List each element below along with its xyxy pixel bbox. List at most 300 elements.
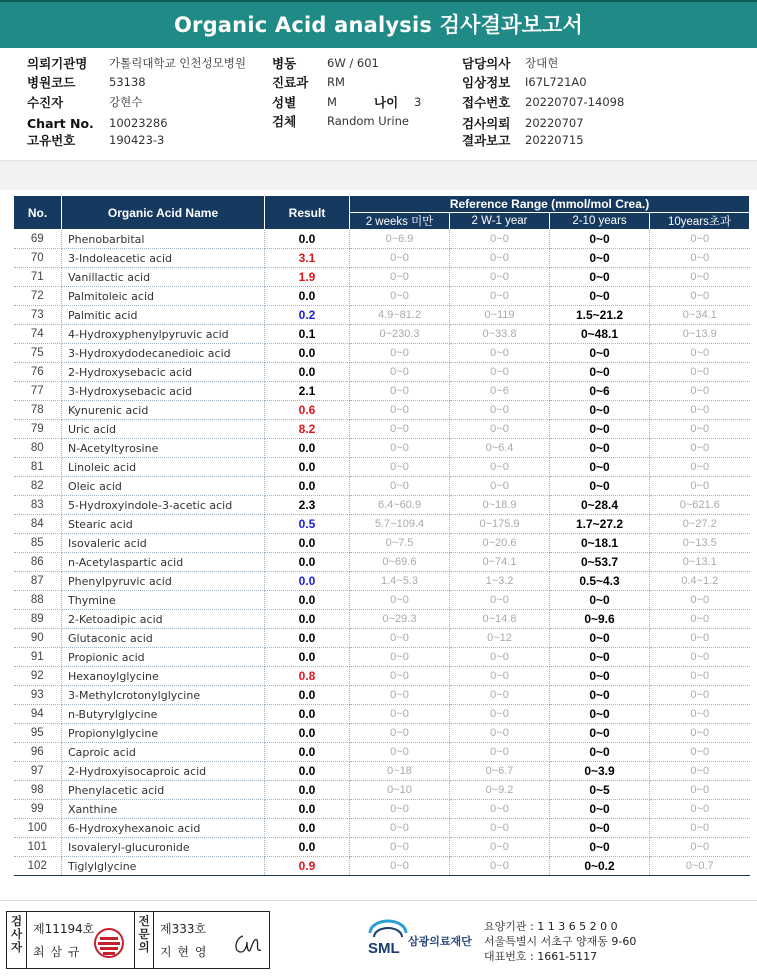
ref-2w-1y: 0~18.9 <box>450 496 550 515</box>
info-value: 장대현 <box>525 56 559 70</box>
org-name: 삼광의료재단 <box>408 936 472 948</box>
result-value: 0.0 <box>265 743 350 762</box>
table-row <box>14 287 750 306</box>
acid-name: Vanillactic acid <box>62 268 265 287</box>
ref-10y-plus: 0~0 <box>650 477 750 496</box>
table-row <box>14 344 750 363</box>
acid-name: Tiglylglycine <box>62 857 265 876</box>
info-value: 20220707 <box>525 116 584 130</box>
ref-2-10y: 0~0 <box>550 819 650 838</box>
info-label: 검사의뢰 <box>462 116 511 131</box>
ref-2weeks: 0~0 <box>350 458 450 477</box>
ref-10y-plus: 0~0 <box>650 781 750 800</box>
row-no: 99 <box>14 800 62 819</box>
ref-2w-1y: 0~0 <box>450 591 550 610</box>
row-no: 95 <box>14 724 62 743</box>
result-value: 0.0 <box>265 648 350 667</box>
tester-license: 제11194호 <box>33 922 95 936</box>
table-row <box>14 439 750 458</box>
row-no: 78 <box>14 401 62 420</box>
info-value: 20220715 <box>525 133 584 147</box>
ref-2weeks: 0~0 <box>350 629 450 648</box>
info-label: 임상정보 <box>462 75 511 90</box>
result-value: 0.0 <box>265 344 350 363</box>
ref-2weeks: 0~0 <box>350 819 450 838</box>
ref-2weeks: 0~0 <box>350 382 450 401</box>
ref-2weeks: 0~0 <box>350 743 450 762</box>
ref-10y-plus: 0~0 <box>650 610 750 629</box>
acid-name: 6-Hydroxyhexanoic acid <box>62 819 265 838</box>
ref-2-10y: 0~48.1 <box>550 325 650 344</box>
acid-name: 3-Hydroxydodecanedioic acid <box>62 344 265 363</box>
table-row <box>14 553 750 572</box>
ref-2-10y: 0~0 <box>550 458 650 477</box>
ref-2weeks: 0~29.3 <box>350 610 450 629</box>
tester-name: 최 삼 규 <box>33 945 81 959</box>
ref-2weeks: 6.4~60.9 <box>350 496 450 515</box>
row-no: 86 <box>14 553 62 572</box>
row-no: 74 <box>14 325 62 344</box>
org-line: 서울특별시 서초구 양재동 9-60 <box>484 935 637 948</box>
ref-10y-plus: 0.4~1.2 <box>650 572 750 591</box>
table-row <box>14 800 750 819</box>
ref-2w-1y: 0~0 <box>450 249 550 268</box>
ref-2-10y: 0~0 <box>550 477 650 496</box>
acid-name: Phenobarbital <box>62 230 265 249</box>
ref-10y-plus: 0~0 <box>650 648 750 667</box>
ref-2weeks: 0~69.6 <box>350 553 450 572</box>
ref-2weeks: 0~0 <box>350 420 450 439</box>
result-value: 0.0 <box>265 230 350 249</box>
acid-name: Thymine <box>62 591 265 610</box>
ref-2w-1y: 0~74.1 <box>450 553 550 572</box>
result-value: 0.2 <box>265 306 350 325</box>
info-value: 강현수 <box>109 95 143 109</box>
ref-2weeks: 0~0 <box>350 648 450 667</box>
result-value: 0.0 <box>265 572 350 591</box>
table-row <box>14 534 750 553</box>
ref-2weeks: 0~0 <box>350 249 450 268</box>
row-no: 102 <box>14 857 62 876</box>
info-value: I67L721A0 <box>525 75 587 89</box>
ref-10y-plus: 0~0 <box>650 667 750 686</box>
header-result: Result <box>265 196 350 230</box>
ref-2weeks: 0~0 <box>350 838 450 857</box>
table-row <box>14 686 750 705</box>
row-no: 80 <box>14 439 62 458</box>
ref-2w-1y: 0~0 <box>450 743 550 762</box>
table-row <box>14 857 750 876</box>
ref-2-10y: 0~9.6 <box>550 610 650 629</box>
ref-2weeks: 0~0 <box>350 591 450 610</box>
table-row <box>14 705 750 724</box>
ref-2-10y: 0.5~4.3 <box>550 572 650 591</box>
ref-2w-1y: 0~0 <box>450 800 550 819</box>
acid-name: n-Acetylaspartic acid <box>62 553 265 572</box>
result-value: 0.0 <box>265 686 350 705</box>
ref-10y-plus: 0~0 <box>650 458 750 477</box>
acid-name: 3-Indoleacetic acid <box>62 249 265 268</box>
ref-2-10y: 0~0 <box>550 401 650 420</box>
ref-2w-1y: 0~14.8 <box>450 610 550 629</box>
acid-name: Palmitic acid <box>62 306 265 325</box>
result-value: 0.5 <box>265 515 350 534</box>
acid-name: 2-Hydroxyisocaproic acid <box>62 762 265 781</box>
acid-name: 2-Ketoadipic acid <box>62 610 265 629</box>
results-table-body <box>14 230 750 876</box>
row-no: 72 <box>14 287 62 306</box>
table-row <box>14 515 750 534</box>
table-row <box>14 401 750 420</box>
ref-10y-plus: 0~0 <box>650 686 750 705</box>
ref-2-10y: 0~0 <box>550 591 650 610</box>
result-value: 3.1 <box>265 249 350 268</box>
logo-text: SML <box>368 940 400 957</box>
row-no: 71 <box>14 268 62 287</box>
result-value: 0.0 <box>265 800 350 819</box>
acid-name: Glutaconic acid <box>62 629 265 648</box>
row-no: 89 <box>14 610 62 629</box>
acid-name: Uric acid <box>62 420 265 439</box>
org-line: 대표번호 : 1661-5117 <box>484 950 598 963</box>
result-value: 0.0 <box>265 553 350 572</box>
row-no: 83 <box>14 496 62 515</box>
ref-10y-plus: 0~13.1 <box>650 553 750 572</box>
ref-2weeks: 0~0 <box>350 724 450 743</box>
row-no: 69 <box>14 230 62 249</box>
header-name: Organic Acid Name <box>62 196 265 230</box>
result-value: 0.6 <box>265 401 350 420</box>
ref-2w-1y: 0~0 <box>450 667 550 686</box>
age-value: 3 <box>414 95 422 109</box>
ref-10y-plus: 0~621.6 <box>650 496 750 515</box>
table-row <box>14 382 750 401</box>
info-value: M <box>327 95 337 109</box>
result-value: 0.0 <box>265 534 350 553</box>
result-value: 0.0 <box>265 819 350 838</box>
ref-2w-1y: 0~6.7 <box>450 762 550 781</box>
result-value: 0.0 <box>265 838 350 857</box>
ref-2-10y: 0~0 <box>550 686 650 705</box>
table-row <box>14 496 750 515</box>
ref-2w-1y: 0~12 <box>450 629 550 648</box>
table-row <box>14 667 750 686</box>
ref-2-10y: 0~0 <box>550 743 650 762</box>
ref-2-10y: 0~0 <box>550 439 650 458</box>
header-no: No. <box>14 196 62 230</box>
ref-10y-plus: 0~0 <box>650 230 750 249</box>
row-no: 87 <box>14 572 62 591</box>
info-label: Chart No. <box>27 116 94 131</box>
table-row <box>14 591 750 610</box>
ref-2weeks: 0~0 <box>350 800 450 819</box>
header-reference-range: Reference Range (mmol/mol Crea.) <box>350 196 750 213</box>
ref-2w-1y: 0~6.4 <box>450 439 550 458</box>
ref-2weeks: 0~0 <box>350 268 450 287</box>
info-value: 53138 <box>109 75 146 89</box>
table-row <box>14 743 750 762</box>
ref-2weeks: 5.7~109.4 <box>350 515 450 534</box>
ref-10y-plus: 0~27.2 <box>650 515 750 534</box>
ref-10y-plus: 0~0 <box>650 382 750 401</box>
acid-name: Isovaleryl-glucuronide <box>62 838 265 857</box>
ref-2-10y: 0~18.1 <box>550 534 650 553</box>
ref-2w-1y: 0~0 <box>450 705 550 724</box>
result-value: 0.0 <box>265 629 350 648</box>
ref-10y-plus: 0~0 <box>650 363 750 382</box>
result-value: 0.0 <box>265 610 350 629</box>
ref-2w-1y: 0~33.8 <box>450 325 550 344</box>
row-no: 77 <box>14 382 62 401</box>
table-row <box>14 610 750 629</box>
ref-2w-1y: 0~0 <box>450 458 550 477</box>
row-no: 73 <box>14 306 62 325</box>
info-value: 10023286 <box>109 116 168 130</box>
ref-2w-1y: 0~0 <box>450 857 550 876</box>
ref-2weeks: 0~0 <box>350 401 450 420</box>
ref-2w-1y: 0~0 <box>450 363 550 382</box>
table-row <box>14 363 750 382</box>
result-value: 0.0 <box>265 781 350 800</box>
row-no: 101 <box>14 838 62 857</box>
ref-2w-1y: 0~0 <box>450 230 550 249</box>
result-value: 1.9 <box>265 268 350 287</box>
row-no: 76 <box>14 363 62 382</box>
info-label: 진료과 <box>272 75 309 90</box>
row-no: 96 <box>14 743 62 762</box>
row-no: 88 <box>14 591 62 610</box>
acid-name: N-Acetyltyrosine <box>62 439 265 458</box>
ref-2weeks: 0~18 <box>350 762 450 781</box>
info-value: RM <box>327 75 345 89</box>
info-label: 담당의사 <box>462 56 511 71</box>
ref-2weeks: 0~6.9 <box>350 230 450 249</box>
acid-name: Hexanoylglycine <box>62 667 265 686</box>
row-no: 84 <box>14 515 62 534</box>
acid-name: 2-Hydroxysebacic acid <box>62 363 265 382</box>
ref-2w-1y: 0~0 <box>450 401 550 420</box>
ref-2w-1y: 0~0 <box>450 819 550 838</box>
ref-2weeks: 0~7.5 <box>350 534 450 553</box>
ref-2w-1y: 0~20.6 <box>450 534 550 553</box>
ref-10y-plus: 0~0 <box>650 287 750 306</box>
result-value: 0.0 <box>265 439 350 458</box>
info-label: 성별 <box>272 95 297 110</box>
ref-2w-1y: 0~0 <box>450 287 550 306</box>
tester-seal <box>94 928 124 958</box>
result-value: 0.0 <box>265 458 350 477</box>
ref-2-10y: 1.5~21.2 <box>550 306 650 325</box>
tester-label: 검사자 <box>7 912 27 968</box>
ref-10y-plus: 0~0 <box>650 344 750 363</box>
ref-2w-1y: 0~9.2 <box>450 781 550 800</box>
reviewer-name: 지 현 영 <box>160 945 208 959</box>
ref-10y-plus: 0~0 <box>650 439 750 458</box>
table-row <box>14 629 750 648</box>
org-line: 요양기관 : 1 1 3 6 5 2 0 0 <box>484 920 618 933</box>
acid-name: 4-Hydroxyphenylpyruvic acid <box>62 325 265 344</box>
ref-2w-1y: 0~0 <box>450 268 550 287</box>
reviewer-signature <box>229 930 263 958</box>
ref-10y-plus: 0~0 <box>650 268 750 287</box>
header-range-10y-plus: 10years초과 <box>650 213 750 230</box>
table-row <box>14 819 750 838</box>
row-no: 79 <box>14 420 62 439</box>
ref-2w-1y: 0~0 <box>450 686 550 705</box>
ref-2-10y: 0~6 <box>550 382 650 401</box>
acid-name: Propionic acid <box>62 648 265 667</box>
ref-2weeks: 0~0 <box>350 287 450 306</box>
ref-10y-plus: 0~0 <box>650 420 750 439</box>
ref-2-10y: 0~0 <box>550 420 650 439</box>
ref-2-10y: 0~0 <box>550 287 650 306</box>
ref-2-10y: 0~0 <box>550 800 650 819</box>
info-label: 접수번호 <box>462 95 511 110</box>
table-row <box>14 230 750 249</box>
row-no: 92 <box>14 667 62 686</box>
table-row <box>14 268 750 287</box>
patient-info <box>0 55 757 155</box>
table-row <box>14 325 750 344</box>
info-label: 의뢰기관명 <box>27 56 88 71</box>
ref-2-10y: 0~28.4 <box>550 496 650 515</box>
ref-2weeks: 0~0 <box>350 705 450 724</box>
acid-name: Phenylpyruvic acid <box>62 572 265 591</box>
ref-2weeks: 0~0 <box>350 857 450 876</box>
result-value: 0.0 <box>265 477 350 496</box>
ref-2weeks: 0~10 <box>350 781 450 800</box>
ref-10y-plus: 0~13.5 <box>650 534 750 553</box>
row-no: 93 <box>14 686 62 705</box>
ref-2weeks: 4.9~81.2 <box>350 306 450 325</box>
table-row <box>14 838 750 857</box>
row-no: 85 <box>14 534 62 553</box>
result-value: 2.3 <box>265 496 350 515</box>
header-range-2w-1y: 2 W-1 year <box>450 213 550 230</box>
ref-10y-plus: 0~13.9 <box>650 325 750 344</box>
info-row-sex-age <box>272 94 432 111</box>
ref-2w-1y: 0~0 <box>450 344 550 363</box>
ref-2-10y: 0~5 <box>550 781 650 800</box>
ref-10y-plus: 0~0 <box>650 743 750 762</box>
ref-10y-plus: 0~34.1 <box>650 306 750 325</box>
ref-2-10y: 0~0 <box>550 648 650 667</box>
acid-name: 3-Methylcrotonylglycine <box>62 686 265 705</box>
ref-2weeks: 0~230.3 <box>350 325 450 344</box>
info-label: 고유번호 <box>27 133 76 148</box>
ref-10y-plus: 0~0 <box>650 724 750 743</box>
ref-2weeks: 0~0 <box>350 363 450 382</box>
ref-2weeks: 1.4~5.3 <box>350 572 450 591</box>
ref-10y-plus: 0~0 <box>650 762 750 781</box>
result-value: 8.2 <box>265 420 350 439</box>
results-table <box>13 195 750 876</box>
table-row <box>14 572 750 591</box>
acid-name: Linoleic acid <box>62 458 265 477</box>
ref-2w-1y: 0~0 <box>450 648 550 667</box>
result-value: 0.0 <box>265 591 350 610</box>
info-label: 수진자 <box>27 95 64 110</box>
ref-10y-plus: 0~0 <box>650 591 750 610</box>
info-value: 6W / 601 <box>327 56 379 70</box>
acid-name: n-Butyrylglycine <box>62 705 265 724</box>
org-details <box>484 919 636 964</box>
ref-10y-plus: 0~0 <box>650 705 750 724</box>
table-row <box>14 724 750 743</box>
ref-10y-plus: 0~0 <box>650 819 750 838</box>
ref-2-10y: 0~0 <box>550 230 650 249</box>
table-row <box>14 458 750 477</box>
signature-box <box>6 911 270 969</box>
ref-2weeks: 0~0 <box>350 439 450 458</box>
reviewer-license: 제333호 <box>160 922 207 936</box>
info-label: 검체 <box>272 114 297 129</box>
table-row <box>14 781 750 800</box>
report-footer <box>0 900 757 976</box>
acid-name: Oleic acid <box>62 477 265 496</box>
ref-10y-plus: 0~0 <box>650 401 750 420</box>
acid-name: Kynurenic acid <box>62 401 265 420</box>
ref-2-10y: 0~0 <box>550 838 650 857</box>
ref-2-10y: 0~0 <box>550 667 650 686</box>
ref-2w-1y: 0~119 <box>450 306 550 325</box>
ref-2w-1y: 0~0 <box>450 724 550 743</box>
ref-2-10y: 0~0 <box>550 249 650 268</box>
acid-name: Phenylacetic acid <box>62 781 265 800</box>
acid-name: Stearic acid <box>62 515 265 534</box>
result-value: 0.0 <box>265 287 350 306</box>
section-divider <box>0 160 757 190</box>
acid-name: Isovaleric acid <box>62 534 265 553</box>
ref-10y-plus: 0~0 <box>650 838 750 857</box>
row-no: 91 <box>14 648 62 667</box>
info-value: Random Urine <box>327 114 409 128</box>
ref-2w-1y: 0~0 <box>450 838 550 857</box>
ref-2w-1y: 0~175.9 <box>450 515 550 534</box>
ref-10y-plus: 0~0 <box>650 629 750 648</box>
acid-name: Xanthine <box>62 800 265 819</box>
result-value: 0.0 <box>265 762 350 781</box>
ref-2w-1y: 0~0 <box>450 477 550 496</box>
ref-2w-1y: 0~6 <box>450 382 550 401</box>
result-value: 2.1 <box>265 382 350 401</box>
result-value: 0.9 <box>265 857 350 876</box>
ref-2-10y: 0~53.7 <box>550 553 650 572</box>
ref-2weeks: 0~0 <box>350 667 450 686</box>
table-row <box>14 477 750 496</box>
ref-10y-plus: 0~0 <box>650 800 750 819</box>
row-no: 94 <box>14 705 62 724</box>
acid-name: Palmitoleic acid <box>62 287 265 306</box>
ref-2-10y: 1.7~27.2 <box>550 515 650 534</box>
row-no: 98 <box>14 781 62 800</box>
ref-2-10y: 0~0 <box>550 705 650 724</box>
row-no: 97 <box>14 762 62 781</box>
ref-2weeks: 0~0 <box>350 477 450 496</box>
acid-name: Caproic acid <box>62 743 265 762</box>
table-row <box>14 249 750 268</box>
reviewer-label: 전문의 <box>134 912 154 968</box>
table-row <box>14 648 750 667</box>
ref-2-10y: 0~0 <box>550 344 650 363</box>
row-no: 100 <box>14 819 62 838</box>
acid-name: Propionylglycine <box>62 724 265 743</box>
logo-icon <box>366 919 410 957</box>
ref-2-10y: 0~0.2 <box>550 857 650 876</box>
row-no: 75 <box>14 344 62 363</box>
header-range-2-10y: 2-10 years <box>550 213 650 230</box>
ref-2w-1y: 1~3.2 <box>450 572 550 591</box>
